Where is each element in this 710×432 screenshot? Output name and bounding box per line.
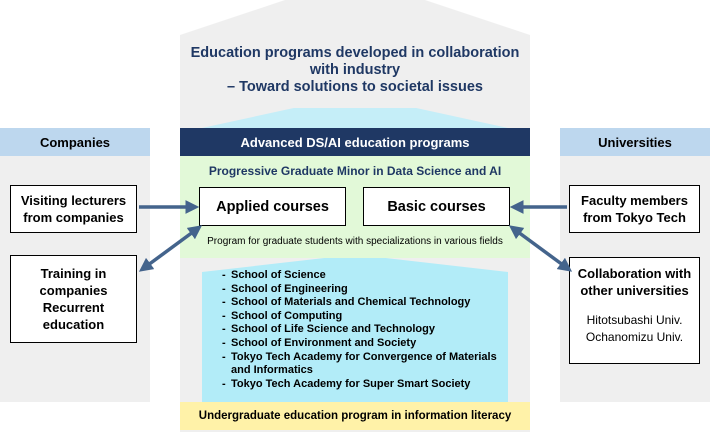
- school-item: - School of Computing: [222, 310, 502, 324]
- advanced-programs-bar: Advanced DS/AI education programs: [180, 128, 530, 156]
- faculty-members-line-2: from Tokyo Tech: [583, 210, 686, 225]
- school-item: - School of Environment and Society: [222, 337, 502, 351]
- partner-university: Hitotsubashi Univ.: [586, 313, 683, 327]
- school-item: - School of Engineering: [222, 283, 502, 297]
- applied-courses-box: Applied courses: [199, 187, 346, 226]
- school-item: - School of Life Science and Technology: [222, 323, 502, 337]
- program-note: Program for graduate students with specializations in various fields: [207, 235, 503, 247]
- title-line-1: Education programs developed in collaboration: [190, 44, 520, 61]
- school-item: - School of Materials and Chemical Technology: [222, 296, 502, 310]
- basic-courses-box: Basic courses: [363, 187, 510, 226]
- companies-header: Companies: [0, 128, 150, 156]
- school-item: - School of Science: [222, 269, 502, 283]
- undergrad-program-bar: Undergraduate education program in information literacy: [180, 402, 530, 430]
- visiting-lecturers-line-2: from companies: [23, 210, 124, 225]
- arrow-basic-collaboration: [514, 229, 567, 268]
- arrow-training-applied: [144, 229, 197, 268]
- universities-header: Universities: [560, 128, 710, 156]
- visiting-lecturers-line-1: Visiting lecturers: [20, 193, 127, 208]
- graduate-minor-title: Progressive Graduate Minor in Data Science and AI: [208, 164, 502, 178]
- training-line-1: Training in: [40, 266, 107, 281]
- faculty-members-line-1: Faculty members: [581, 193, 688, 208]
- collaboration-line-2: other universities: [580, 283, 689, 298]
- training-line-4: education: [42, 317, 105, 332]
- training-line-3: Recurrent: [42, 300, 105, 315]
- school-item: - Tokyo Tech Academy for Convergence of Materials and Informatics: [222, 351, 502, 378]
- training-line-2: companies: [39, 283, 108, 298]
- collaboration-line-1: Collaboration with: [577, 266, 692, 281]
- partner-university: Ochanomizu Univ.: [585, 330, 684, 344]
- title-line-2: with industry: [309, 61, 401, 78]
- title-line-3: – Toward solutions to societal issues: [227, 78, 483, 95]
- school-item: - Tokyo Tech Academy for Super Smart Society: [222, 378, 502, 392]
